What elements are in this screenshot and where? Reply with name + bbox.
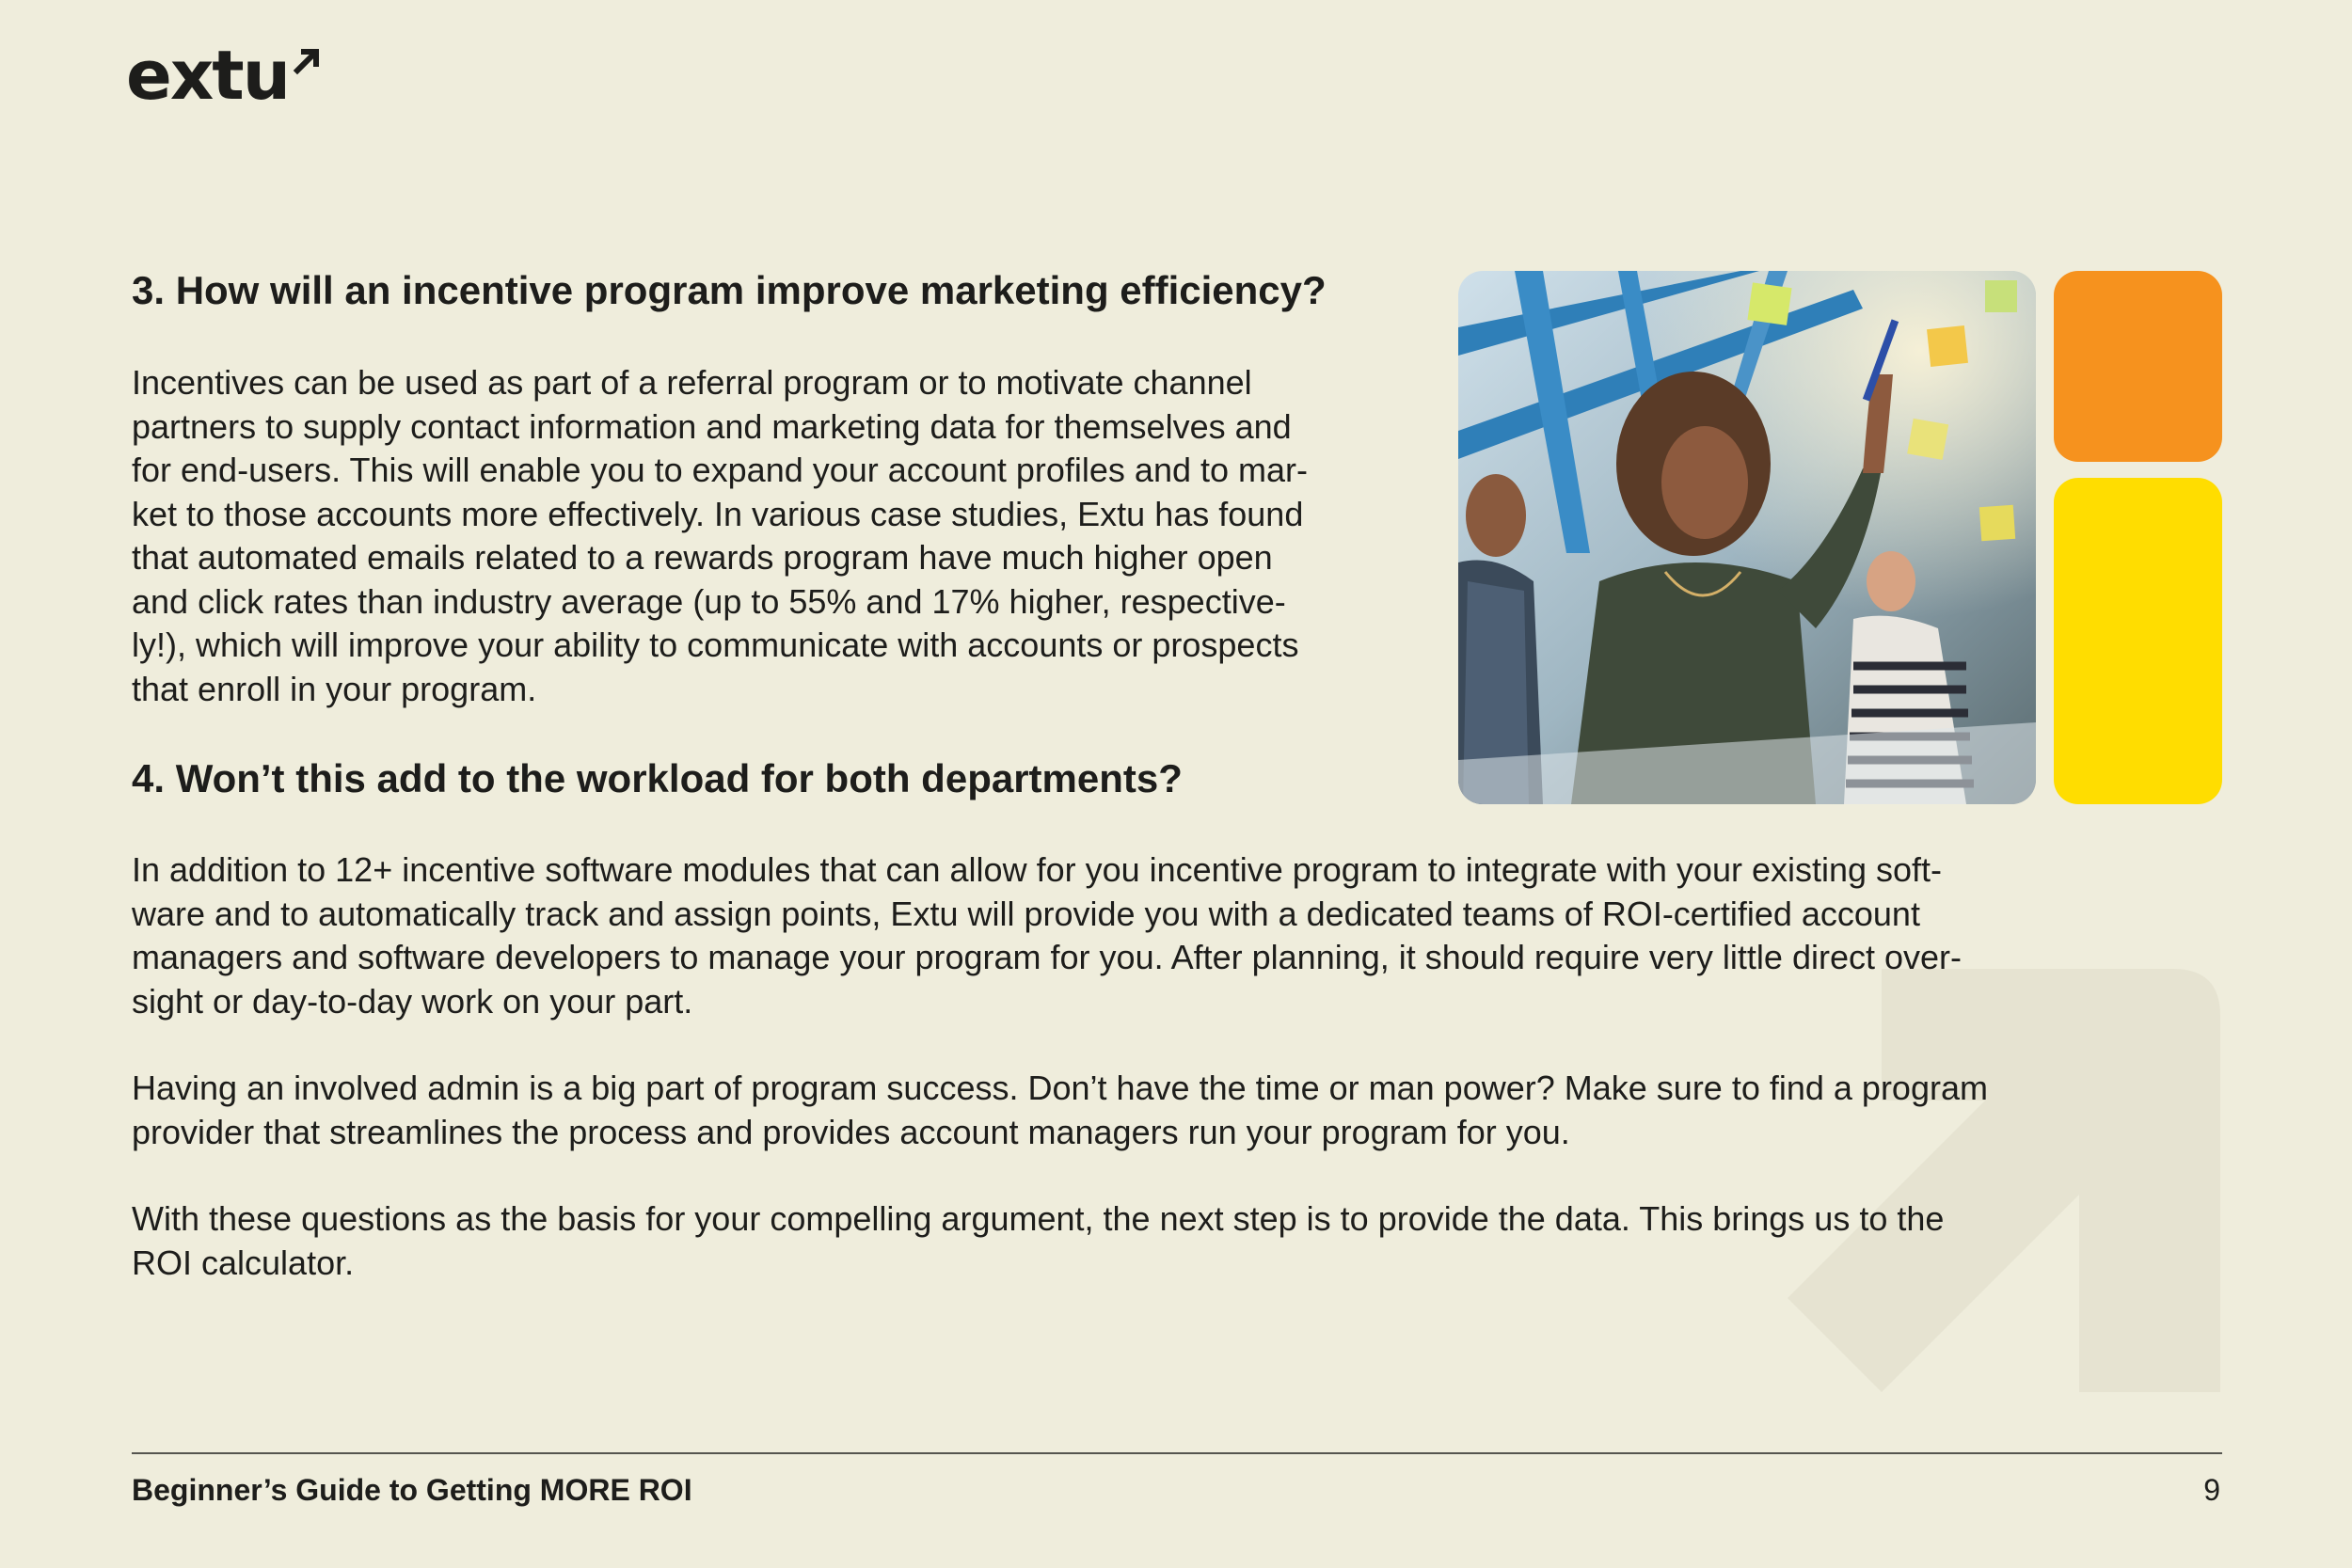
paragraph-line: Incentives can be used as part of a referral program or to motivate channel — [132, 363, 1252, 402]
section-4-paragraph-1 — [132, 848, 1962, 1023]
paragraph-line: Having an involved admin is a big part of program success. Don’t have the time or man power? Make sure to find a program — [132, 1069, 1988, 1107]
paragraph-line: sight or day-to-day work on your part. — [132, 981, 693, 1021]
orange-accent-block — [2054, 271, 2222, 462]
paragraph-line: partners to supply contact information and marketing data for themselves and — [132, 406, 1292, 446]
paragraph-line: ket to those accounts more effectively. In various case studies, Extu has found — [132, 494, 1304, 533]
section-3-paragraph — [132, 361, 1308, 711]
team-photo — [1458, 271, 2036, 804]
paragraph-line: In addition to 12+ incentive software modules that can allow for you incentive program to integrate with your existing soft- — [132, 850, 1943, 889]
photo-illustration — [1458, 271, 2036, 804]
paragraph-line: for end-users. This will enable you to expand your account profiles and to mar- — [132, 451, 1308, 489]
yellow-accent-block — [2054, 478, 2222, 804]
paragraph-line: that automated emails related to a rewards program have much higher open — [132, 538, 1273, 577]
watermark-arrow-graphic — [1769, 969, 2230, 1402]
paragraph-line: With these questions as the basis for your compelling argument, the next step is to provide the data. This brings us to the — [132, 1199, 1945, 1238]
paragraph-line: and click rates than industry average (up to 55% and 17% higher, respective- — [132, 581, 1286, 621]
paragraph-line: that enroll in your program. — [132, 669, 537, 708]
page-number: 9 — [2203, 1473, 2220, 1507]
brand-logo — [126, 36, 321, 115]
paragraph-line: managers and software developers to manage your program for you. After planning, it should require very little direct over- — [132, 938, 1963, 976]
section-4-paragraph-3 — [132, 1197, 1944, 1285]
footer-title: Beginner’s Guide to Getting MORE ROI — [132, 1473, 692, 1507]
section-4-heading: 4. Won’t this add to the workload for both departments? — [132, 756, 1183, 800]
section-3-heading: 3. How will an incentive program improve marketing efficiency? — [132, 268, 1327, 312]
paragraph-line: ly!), which will improve your ability to communicate with accounts or prospects — [132, 626, 1299, 664]
paragraph-line: ROI calculator. — [132, 1243, 355, 1282]
paragraph-line: provider that streamlines the process and provides account managers run your program for you. — [132, 1112, 1570, 1151]
footer-divider — [132, 1452, 2222, 1454]
arrow-up-right-icon — [293, 47, 321, 75]
brand-name: extu — [126, 36, 289, 115]
paragraph-line: ware and to automatically track and assign points, Extu will provide you with a dedicated teams of ROI-certified account — [132, 894, 1920, 933]
section-4-paragraph-2 — [132, 1067, 1988, 1154]
